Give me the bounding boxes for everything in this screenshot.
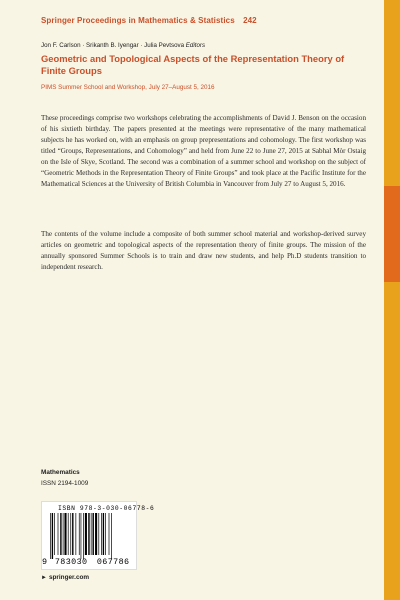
- barcode-bar: [76, 513, 77, 555]
- barcode-bar: [98, 513, 99, 555]
- cover-edge-mark: [384, 186, 400, 282]
- book-subtitle: PIMS Summer School and Workshop, July 27–August 5, 2016: [41, 84, 215, 91]
- cover-edge-band: [384, 0, 400, 600]
- barcode-bar: [63, 513, 64, 555]
- arrow-right-icon: ►: [41, 575, 47, 581]
- barcode-bar: [52, 513, 53, 559]
- barcode-bar: [105, 513, 106, 555]
- barcode-bar: [109, 513, 110, 555]
- barcode-bar: [60, 513, 61, 555]
- barcode-bar: [81, 513, 82, 559]
- barcode-bar: [85, 513, 87, 555]
- barcode-bar: [111, 513, 112, 559]
- editor-names: Jon F. Carlson · Srikanth B. Iyengar · Julia Pevtsova: [41, 42, 185, 49]
- isbn-barcode: [41, 501, 155, 570]
- series-volume: 242: [243, 16, 257, 25]
- barcode-bar: [101, 513, 102, 555]
- isbn-digits: [42, 557, 129, 567]
- isbn-right-digits: 067786: [96, 557, 130, 567]
- editors-line: [41, 42, 205, 49]
- subject-label: Mathematics: [41, 469, 80, 476]
- barcode-bar: [103, 513, 104, 555]
- description-paragraph: The contents of the volume include a composite of both summer school material and workshop-derived survey articles on geometric and topological aspects of the representation theory of finite groups. The mission of the annually sponsored Summer Schools is to train and draw new students, and help Ph.D students transition to independent research.: [41, 230, 366, 271]
- barcode-bar: [83, 513, 84, 559]
- barcode-bars: [50, 513, 130, 559]
- barcode-bar: [88, 513, 89, 555]
- barcode-bar: [54, 513, 55, 555]
- barcode-bar: [93, 513, 94, 555]
- barcode-bar: [70, 513, 71, 555]
- barcode-bar: [91, 513, 92, 555]
- barcode-bar: [64, 513, 66, 555]
- barcode-bar: [58, 513, 59, 555]
- series-name: Springer Proceedings in Mathematics & Statistics: [41, 16, 235, 25]
- isbn-left-digits: 783030: [54, 557, 88, 567]
- barcode-bar: [72, 513, 73, 555]
- issn-label: ISSN 2194-1009: [41, 480, 89, 487]
- barcode-bar: [79, 513, 80, 555]
- isbn-text: ISBN 978-3-030-06778-6: [58, 505, 155, 512]
- book-title: Geometric and Topological Aspects of the Representation Theory of Finite Groups: [41, 53, 345, 77]
- barcode-bar: [95, 513, 97, 555]
- description-paragraph: These proceedings comprise two workshops celebrating the accomplishments of David J. Benson on the occasion of his sixtieth birthday. The papers presented at the meetings were representative of the many mathematical subjects he has worked on, with an emphasis on group prepresentations and cohomology. The first workshop was titled “Groups, Representations, and Cohomology” and held from June 22 to June 27, 2015 at Sabhal Mòr Ostaig on the Isle of Skye, Scotland. The second was a combination of a summer school and workshop on the subject of “Geometric Methods in the Representation Theory of Finite Groups” and took place at the Pacific Institute for the Mathematical Sciences at the University of British Columbia in Vancouver from July 27 to August 5, 2016.: [41, 114, 366, 188]
- barcode-bar: [50, 513, 51, 559]
- website-text: springer.com: [48, 574, 90, 581]
- barcode-bar: [68, 513, 69, 555]
- isbn-first-digit: 9: [42, 557, 48, 567]
- series-line: [41, 16, 257, 25]
- editors-label: Editors: [185, 42, 206, 49]
- publisher-website[interactable]: [41, 574, 89, 581]
